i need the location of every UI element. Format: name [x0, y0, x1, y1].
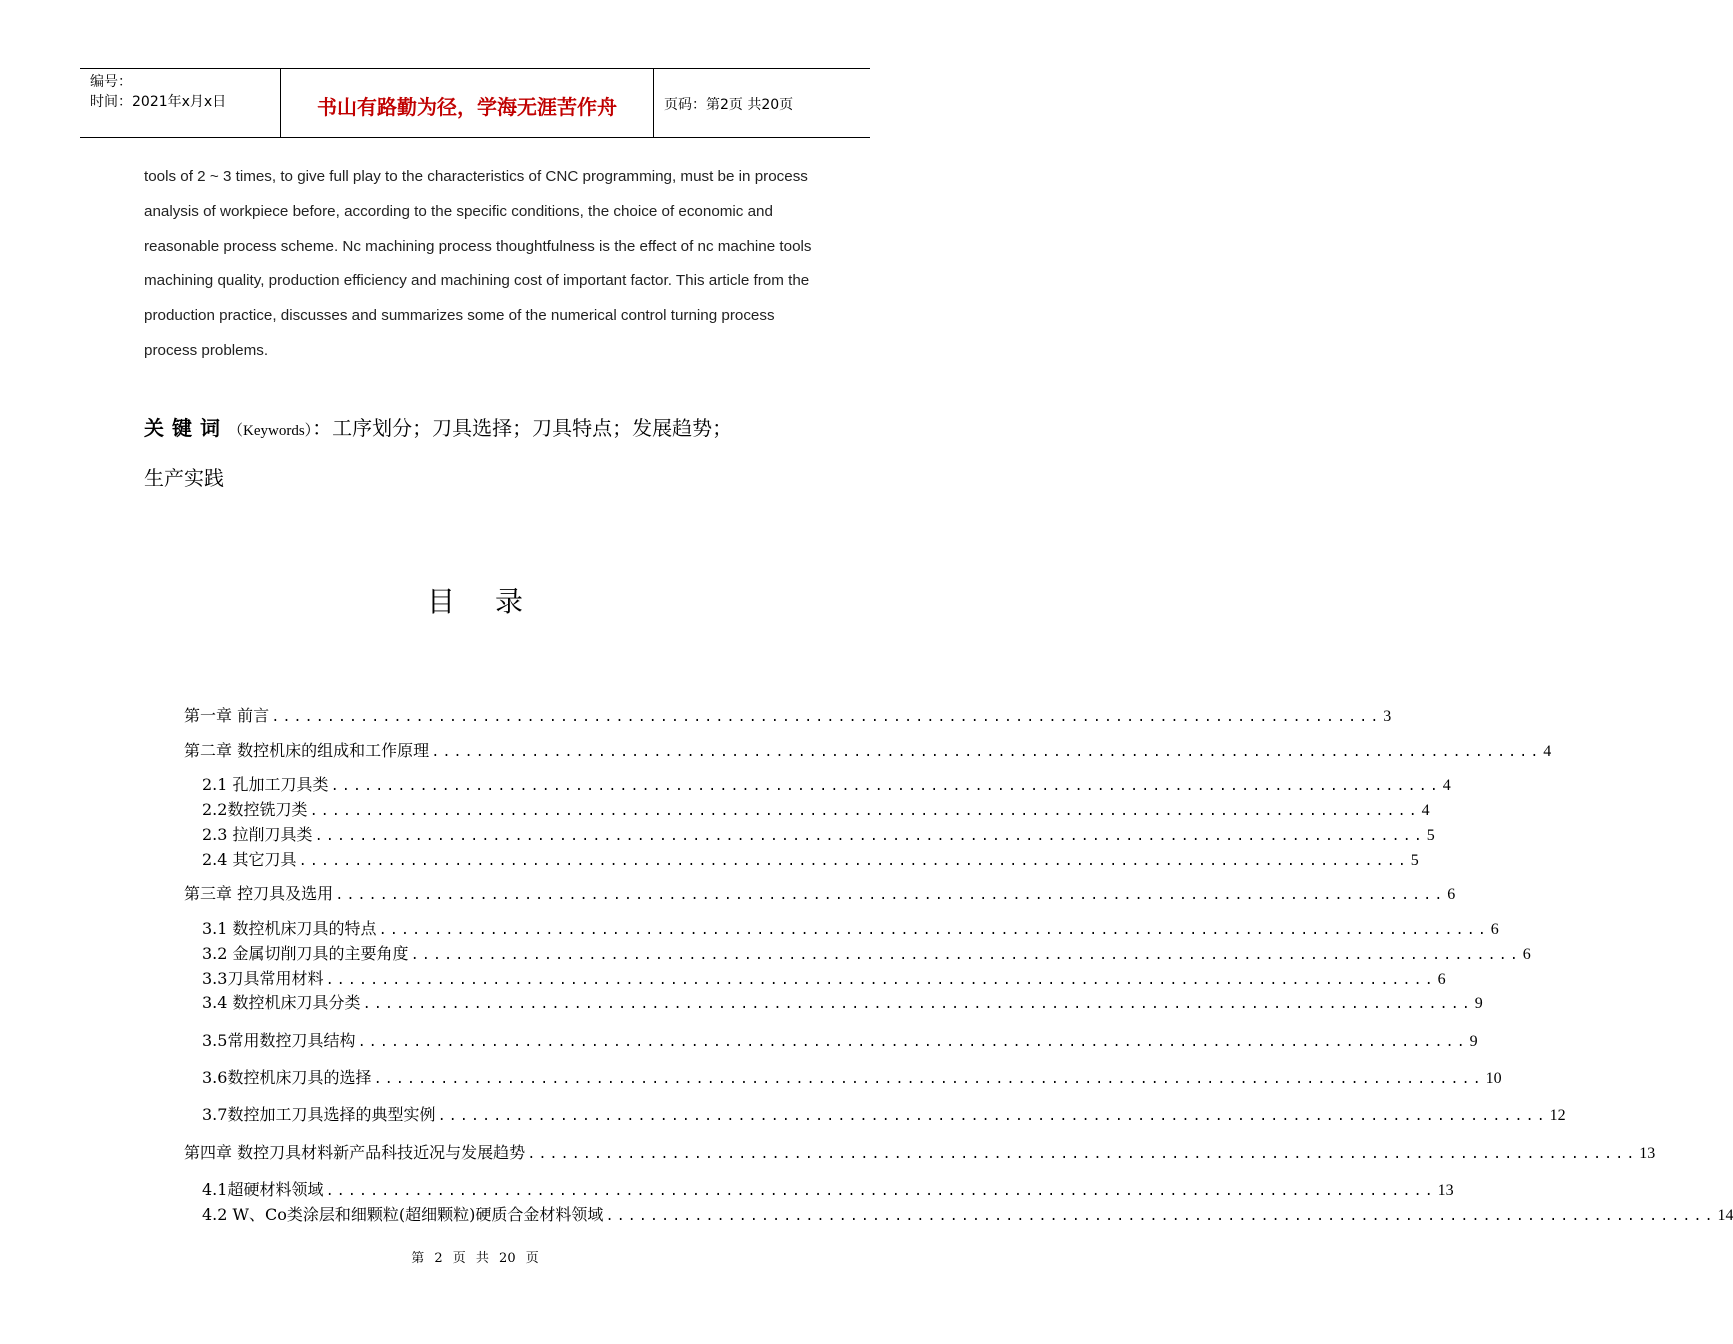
- toc-entry-label: 第四章 数控刀具材料新产品科技近况与发展趋势: [184, 1143, 526, 1162]
- toc-entry-page: 4: [1442, 777, 1451, 794]
- header-page-info: 页码：第2页 共20页: [664, 97, 794, 113]
- toc-entry-page: 6: [1437, 971, 1446, 988]
- toc-entry-page: 12: [1549, 1107, 1566, 1124]
- toc-leader-dots: ....................................................................................................: [378, 923, 1489, 939]
- toc-entry[interactable]: [184, 738, 1552, 761]
- keywords-line: [144, 414, 732, 445]
- toc-entry-page: 5: [1426, 827, 1435, 844]
- toc-entry[interactable]: [202, 822, 1435, 845]
- toc-entry-label: 3.1 数控机床刀具的特点: [202, 919, 377, 938]
- toc-entry-label: 3.5常用数控刀具结构: [202, 1031, 356, 1050]
- toc-entry-label: 第三章 控刀具及选用: [184, 884, 334, 903]
- toc-entry-label: 第二章 数控机床的组成和工作原理: [184, 741, 430, 760]
- header-right-cell: [654, 69, 870, 137]
- toc-entry-label: 4.2 W、Co类涂层和细颗粒(超细颗粒)硬质合金材料领域: [202, 1205, 604, 1224]
- toc-entry-page: 10: [1485, 1070, 1502, 1087]
- toc-leader-dots: ....................................................................................................: [314, 829, 1425, 845]
- toc-leader-dots: ....................................................................................................: [357, 1035, 1468, 1051]
- toc-leader-dots: ....................................................................................................: [362, 997, 1473, 1013]
- toc-entry-label: 3.3刀具常用材料: [202, 969, 324, 988]
- toc-leader-dots: ....................................................................................................: [325, 1184, 1436, 1200]
- toc-entry[interactable]: [202, 966, 1446, 989]
- toc-leader-dots: ....................................................................................................: [437, 1109, 1548, 1125]
- toc-entry-page: 9: [1474, 995, 1483, 1012]
- toc-entry-label: 3.4 数控机床刀具分类: [202, 993, 361, 1012]
- toc-leader-dots: ....................................................................................................: [309, 804, 1420, 820]
- abstract-paragraph: tools of 2 ~ 3 times, to give full play to the characteristics of CNC programming, must be in process analysis of workpiece before, according to the specific conditions, the choice of economic and reasonable process scheme. Nc machining process thoughtfulness is the effect of nc machine tools machining quality, production efficiency and machining cost of important factor. This article from the production practice, discusses and summarizes some of the numerical control turning process process problems.: [144, 168, 812, 359]
- toc-entry-label: 2.2数控铣刀类: [202, 800, 308, 819]
- toc-entry[interactable]: [202, 797, 1430, 820]
- keywords-items-continued: 生产实践: [144, 466, 224, 490]
- toc-entry-page: 3: [1383, 708, 1392, 725]
- toc-entry[interactable]: [202, 1065, 1502, 1088]
- toc-leader-dots: ....................................................................................................: [605, 1209, 1716, 1225]
- toc-entry-page: 4: [1421, 802, 1430, 819]
- header-motto: 书山有路勤为径，学海无涯苦作舟: [317, 95, 617, 119]
- toc-entry-page: 6: [1447, 886, 1456, 903]
- toc-entry-label: 2.3 拉削刀具类: [202, 825, 313, 844]
- toc-entry-label: 3.6数控机床刀具的选择: [202, 1068, 372, 1087]
- toc-entry[interactable]: [202, 772, 1451, 795]
- toc-leader-dots: ....................................................................................................: [335, 888, 1446, 904]
- toc-entry[interactable]: [202, 1177, 1454, 1200]
- toc-leader-dots: ....................................................................................................: [330, 779, 1441, 795]
- toc-entry-page: 6: [1490, 921, 1499, 938]
- toc-leader-dots: ....................................................................................................: [527, 1147, 1638, 1163]
- toc-leader-dots: ....................................................................................................: [325, 973, 1436, 989]
- toc-entry-page: 13: [1437, 1182, 1454, 1199]
- document-date: 时间：2021年x月x日: [90, 94, 227, 110]
- page-header: [80, 68, 870, 138]
- toc-entry-page: 9: [1469, 1033, 1478, 1050]
- toc-entry[interactable]: [202, 1028, 1478, 1051]
- toc-entry[interactable]: [184, 703, 1392, 726]
- toc-entry-label: 3.7数控加工刀具选择的典型实例: [202, 1105, 436, 1124]
- toc-leader-dots: ....................................................................................................: [271, 710, 1382, 726]
- toc-entry-label: 2.4 其它刀具: [202, 850, 297, 869]
- toc-entry-page: 14: [1717, 1207, 1733, 1224]
- toc-entry-label: 4.1超硬材料领域: [202, 1180, 324, 1199]
- toc-entry-label: 2.1 孔加工刀具类: [202, 775, 329, 794]
- keywords-colon: ：: [312, 416, 333, 440]
- toc-entry-page: 13: [1639, 1145, 1656, 1162]
- toc-entry[interactable]: [202, 990, 1483, 1013]
- toc-entry[interactable]: [184, 881, 1456, 904]
- header-left-cell: [80, 69, 281, 137]
- keywords-english-label: （Keywords）: [228, 423, 313, 439]
- header-middle-cell: [281, 69, 654, 137]
- toc-entry-label: 第一章 前言: [184, 706, 270, 725]
- toc-leader-dots: ....................................................................................................: [373, 1072, 1484, 1088]
- toc-entry[interactable]: [202, 1202, 1733, 1225]
- keywords-items: 工序划分；刀具选择；刀具特点；发展趋势；: [332, 416, 733, 440]
- document-number-label: 编号：: [90, 74, 132, 90]
- toc-entry[interactable]: [202, 1102, 1566, 1125]
- toc-entry[interactable]: [202, 916, 1499, 939]
- toc-entry-label: 3.2 金属切削刀具的主要角度: [202, 944, 409, 963]
- toc-entry-page: 5: [1410, 852, 1419, 869]
- toc-title: 目录: [426, 585, 563, 618]
- toc-entry[interactable]: [202, 847, 1419, 870]
- keywords-label: 关键词: [144, 416, 228, 440]
- page-footer: 第 2 页 共 20 页: [411, 1251, 539, 1266]
- toc-leader-dots: ....................................................................................................: [298, 854, 1409, 870]
- toc-leader-dots: ....................................................................................................: [410, 948, 1521, 964]
- toc-leader-dots: ....................................................................................................: [431, 745, 1542, 761]
- toc-entry[interactable]: [202, 941, 1531, 964]
- toc-entry[interactable]: [184, 1140, 1656, 1163]
- toc-entry-page: 6: [1522, 946, 1531, 963]
- toc-entry-page: 4: [1543, 743, 1552, 760]
